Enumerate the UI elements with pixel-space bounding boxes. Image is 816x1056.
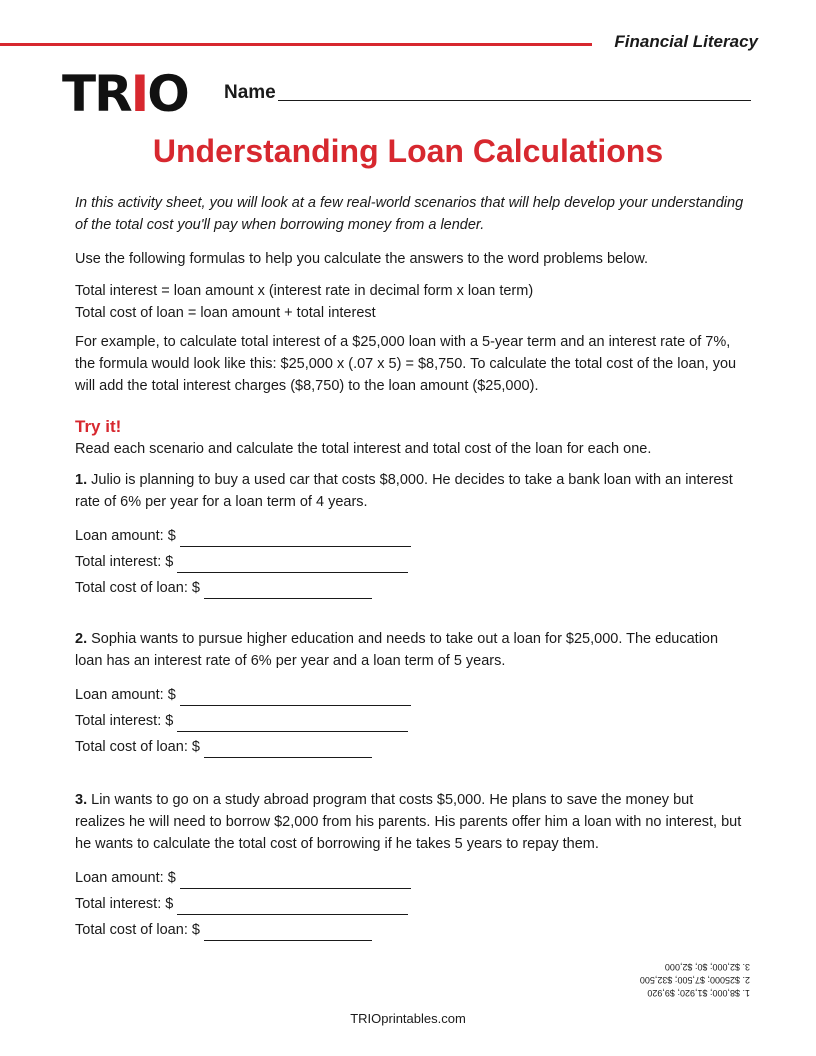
loan-amount-field <box>75 521 745 547</box>
question-3 <box>75 789 745 855</box>
answer-key-line: 2. $25000; $7,500; $32,500 <box>639 975 750 985</box>
total-interest-field <box>75 706 745 732</box>
answer-line[interactable] <box>204 582 372 599</box>
total-cost-field <box>75 573 745 599</box>
answer-line[interactable] <box>180 872 411 889</box>
question-3-fields <box>75 863 745 941</box>
field-label: Total cost of loan: $ <box>75 580 200 596</box>
category-label: Financial Literacy <box>614 32 758 51</box>
logo-part: O <box>147 65 188 123</box>
answer-key-line: 1. $8,000; $1,920; $9,920 <box>647 988 750 998</box>
answer-line[interactable] <box>204 741 372 758</box>
answer-line[interactable] <box>177 898 408 915</box>
question-number: 3. <box>75 792 88 808</box>
upside-down-answer-key <box>620 960 750 999</box>
loan-amount-field <box>75 863 745 889</box>
question-text: Lin wants to go on a study abroad program that costs $5,000. He plans to save the money but realizes he will need to borrow $2,000 from his parents. His parents offer him a loan with no interest, but he wants to calculate the total cost of borrowing if he takes 5 years to repay them. <box>75 792 742 852</box>
question-text: Sophia wants to pursue higher education and needs to take out a loan for $25,000. The education loan has an interest rate of 6% per year and a loan term of 5 years. <box>75 631 719 669</box>
field-label: Total interest: $ <box>75 896 174 912</box>
question-number: 2. <box>75 631 88 647</box>
field-label: Total interest: $ <box>75 713 174 729</box>
answer-key-line: 3. $2,000; $0; $2,000 <box>664 962 750 972</box>
top-accent-rule <box>0 43 592 46</box>
total-cost-field <box>75 915 745 941</box>
page-title: Understanding Loan Calculations <box>152 133 664 169</box>
answer-line[interactable] <box>177 556 408 573</box>
total-interest-field <box>75 547 745 573</box>
answer-line[interactable] <box>177 715 408 732</box>
field-label: Total interest: $ <box>75 554 174 570</box>
answer-line[interactable] <box>180 530 411 547</box>
footer-website: TRIOprintables.com <box>350 1011 466 1026</box>
field-label: Total cost of loan: $ <box>75 922 200 938</box>
example-paragraph: For example, to calculate total interest of a $25,000 loan with a 5-year term and an interest rate of 7%, the formula would look like this: $25,000 x (.07 x 5) = $8,750. To calculate the total cost of the loan, you will add the total interest charges ($8,750) to the loan amount ($25,000). <box>75 334 737 394</box>
name-label: Name <box>224 82 276 103</box>
formula-total-interest: Total interest = loan amount x (interest rate in decimal form x loan term) <box>75 283 534 299</box>
formula-total-cost: Total cost of loan = loan amount + total interest <box>75 305 376 321</box>
logo-part-accent: I <box>130 65 148 123</box>
intro-paragraph: In this activity sheet, you will look at a few real-world scenarios that will help develop your understanding of the total cost you'll pay when borrowing money from a lender. <box>75 195 744 233</box>
answer-line[interactable] <box>180 689 411 706</box>
worksheet-body <box>75 192 745 941</box>
question-text: Julio is planning to buy a used car that costs $8,000. He decides to take a bank loan with an interest rate of 6% per year for a loan term of 4 years. <box>75 472 733 510</box>
loan-amount-field <box>75 680 745 706</box>
question-2-fields <box>75 680 745 758</box>
instructions-paragraph: Use the following formulas to help you calculate the answers to the word problems below. <box>75 251 649 267</box>
total-cost-field <box>75 732 745 758</box>
spacer <box>75 599 745 619</box>
question-2 <box>75 628 745 672</box>
logo-part: TR <box>62 65 131 123</box>
question-number: 1. <box>75 472 88 488</box>
spacer <box>75 758 745 780</box>
answer-line[interactable] <box>204 924 372 941</box>
question-1 <box>75 469 745 513</box>
field-label: Loan amount: $ <box>75 528 176 544</box>
trio-logo <box>62 65 188 123</box>
try-it-heading: Try it! <box>75 417 122 436</box>
field-label: Loan amount: $ <box>75 687 176 703</box>
total-interest-field <box>75 889 745 915</box>
field-label: Loan amount: $ <box>75 870 176 886</box>
name-field-line[interactable] <box>278 100 751 101</box>
question-1-fields <box>75 521 745 599</box>
field-label: Total cost of loan: $ <box>75 739 200 755</box>
try-it-instructions: Read each scenario and calculate the total interest and total cost of the loan for each one. <box>75 441 652 457</box>
